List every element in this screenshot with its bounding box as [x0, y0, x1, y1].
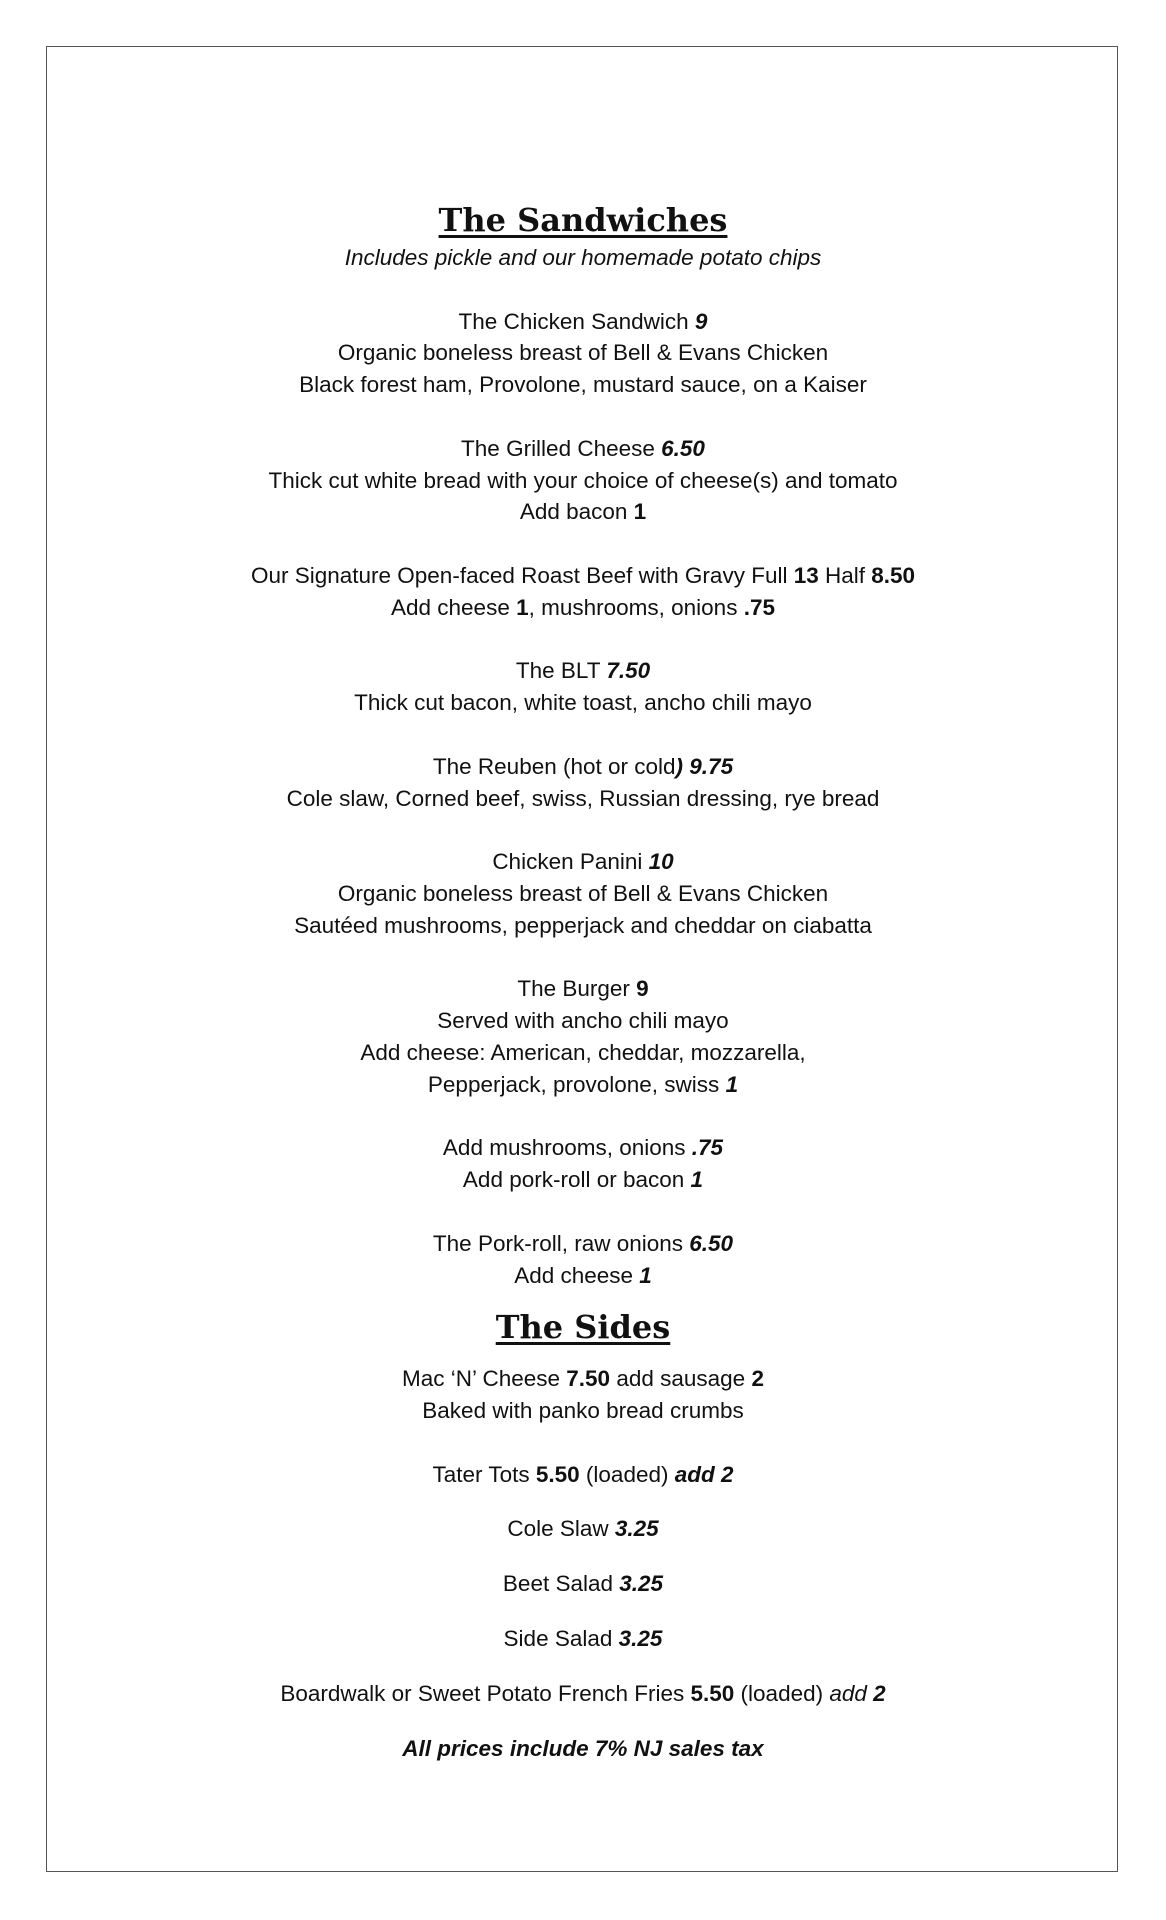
price-full: 13	[793, 562, 819, 588]
price: 6.50	[661, 435, 705, 461]
menu-content	[0, 198, 1166, 1764]
item-description: Add cheese: American, cheddar, mozzarella,	[360, 1039, 806, 1065]
item-description: Thick cut bacon, white toast, ancho chili mayo	[354, 690, 812, 716]
price: 7.50	[566, 1366, 611, 1392]
item-description: Baked with panko bread crumbs	[422, 1398, 744, 1424]
menu-item-fries: Boardwalk or Sweet Potato French Fries 5.50 (loaded) add 2	[280, 1680, 886, 1706]
item-description: Served with ancho chili mayo	[437, 1008, 729, 1034]
price-half: 8.50	[871, 562, 916, 588]
price: 3.25	[618, 1626, 663, 1652]
sandwiches-subtitle: Includes pickle and our homemade potato chips	[344, 245, 822, 270]
menu-item-side-salad: Side Salad 3.25	[503, 1626, 663, 1652]
price: 6.50	[689, 1230, 734, 1256]
item-addon: Add cheese 1, mushrooms, onions .75	[391, 594, 775, 620]
price: 3.25	[619, 1571, 664, 1597]
menu-item-tater-tots: Tater Tots 5.50 (loaded) add 2	[432, 1461, 734, 1487]
menu-item-burger: The Burger 9	[517, 976, 649, 1002]
item-description: Black forest ham, Provolone, mustard sauce, on a Kaiser	[299, 372, 867, 398]
item-description: Organic boneless breast of Bell & Evans Chicken	[337, 340, 829, 366]
price: 9	[694, 308, 708, 334]
price: 10	[648, 849, 674, 875]
item-addon: Add pork-roll or bacon 1	[462, 1167, 704, 1193]
item-description: Organic boneless breast of Bell & Evans Chicken	[337, 880, 829, 906]
price: ) 9.75	[675, 753, 734, 779]
item-description: Sautéed mushrooms, pepperjack and cheddar on ciabatta	[294, 912, 872, 938]
sides-heading: The Sides	[495, 1308, 671, 1347]
menu-item-blt: The BLT 7.50	[515, 658, 651, 684]
sandwiches-heading: The Sandwiches	[438, 201, 728, 239]
menu-item-grilled-cheese: The Grilled Cheese 6.50	[461, 435, 705, 461]
menu-item-pork-roll: The Pork-roll, raw onions 6.50	[432, 1230, 734, 1256]
item-addon: Add bacon 1	[519, 499, 647, 525]
price: 3.25	[614, 1516, 659, 1542]
item-description: Cole slaw, Corned beef, swiss, Russian dressing, rye bread	[286, 785, 880, 811]
item-addon: Add mushrooms, onions .75	[442, 1135, 724, 1161]
price: 5.50	[535, 1461, 580, 1487]
menu-item-reuben: The Reuben (hot or cold) 9.75	[432, 753, 734, 779]
menu-item-chicken-sandwich: The Chicken Sandwich 9	[458, 308, 708, 334]
menu-item-cole-slaw: Cole Slaw 3.25	[507, 1516, 659, 1542]
menu-item-mac-cheese: Mac ‘N’ Cheese 7.50 add sausage 2	[402, 1366, 764, 1392]
menu-item-roast-beef: Our Signature Open-faced Roast Beef with Gravy Full 13 Half 8.50	[250, 562, 916, 588]
menu-item-chicken-panini: Chicken Panini 10	[492, 849, 674, 875]
item-addon: Add cheese 1	[514, 1262, 652, 1288]
price: 5.50	[690, 1680, 735, 1706]
menu-item-beet-salad: Beet Salad 3.25	[502, 1571, 664, 1597]
item-description: Thick cut white bread with your choice of cheese(s) and tomato	[268, 467, 898, 493]
tax-note: All prices include 7% NJ sales tax	[402, 1735, 764, 1761]
item-description: Pepperjack, provolone, swiss 1	[427, 1071, 739, 1097]
price: 7.50	[606, 658, 651, 684]
price: 9	[636, 976, 649, 1002]
